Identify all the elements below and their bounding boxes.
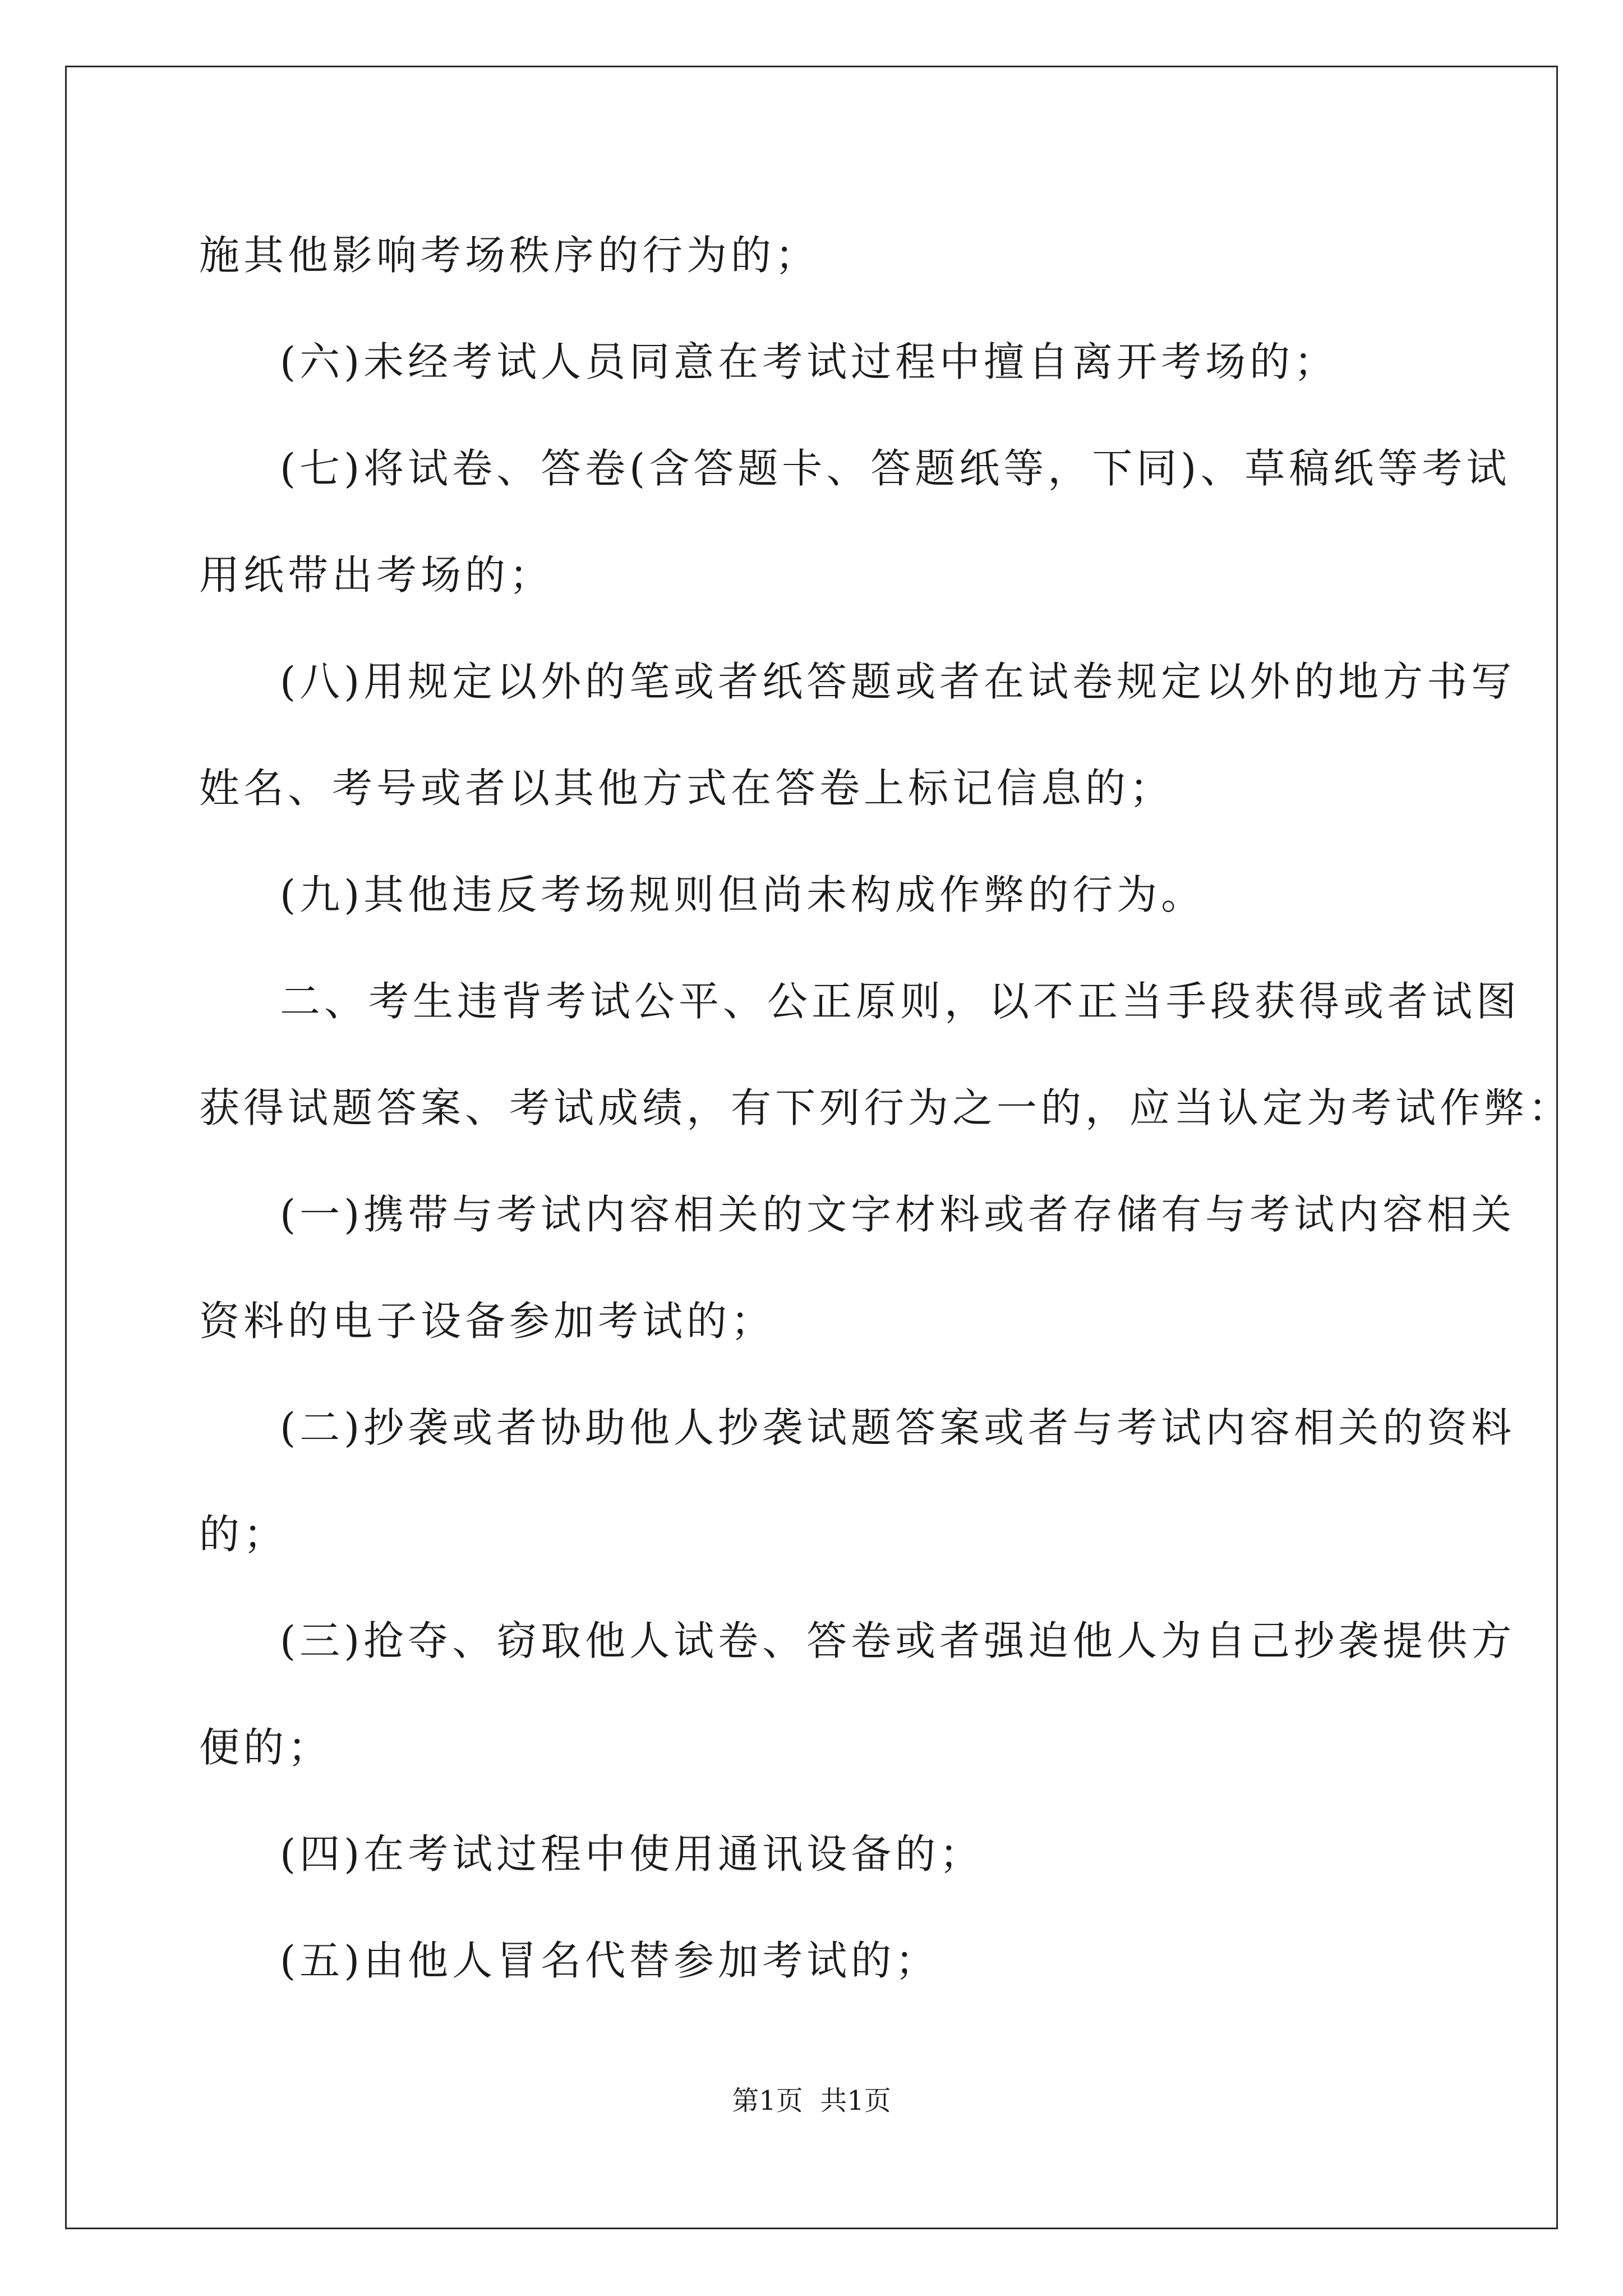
text-line: (八)用规定以外的笔或者纸答题或者在试卷规定以外的地方书写 xyxy=(280,658,1516,705)
text-line: (二)抄袭或者协助他人抄袭试题答案或者与考试内容相关的资料 xyxy=(280,1404,1516,1451)
text-line: (六)未经考试人员同意在考试过程中擅自离开考场的； xyxy=(280,338,1339,385)
text-line: (七)将试卷、答卷(含答题卡、答题纸等，下同)、草稿纸等考试 xyxy=(280,445,1511,492)
text-line: 姓名、考号或者以其他方式在答卷上标记信息的； xyxy=(199,765,1174,812)
text-line: 二、考生违背考试公平、公正原则，以不正当手段获得或者试图 xyxy=(280,978,1521,1025)
text-line: (一)携带与考试内容相关的文字材料或者存储有与考试内容相关 xyxy=(280,1191,1516,1238)
text-line: 便的； xyxy=(199,1724,333,1771)
text-line: 用纸带出考场的； xyxy=(199,551,554,599)
text-line: 获得试题答案、考试成绩，有下列行为之一的，应当认定为考试作弊： xyxy=(199,1084,1573,1131)
text-line: 的； xyxy=(199,1511,288,1558)
text-line: 资料的电子设备参加考试的； xyxy=(199,1297,776,1345)
text-line: (三)抢夺、窃取他人试卷、答卷或者强迫他人为自己抄袭提供方 xyxy=(280,1617,1516,1664)
text-line: (四)在考试过程中使用通讯设备的； xyxy=(280,1830,984,1878)
page-number-footer: 第1页 共1页 xyxy=(732,2085,891,2116)
text-line: 施其他影响考场秩序的行为的； xyxy=(199,232,820,279)
text-line: (五)由他人冒名代替参加考试的； xyxy=(280,1937,940,1984)
text-line: (九)其他违反考场规则但尚未构成作弊的行为。 xyxy=(280,871,1206,918)
